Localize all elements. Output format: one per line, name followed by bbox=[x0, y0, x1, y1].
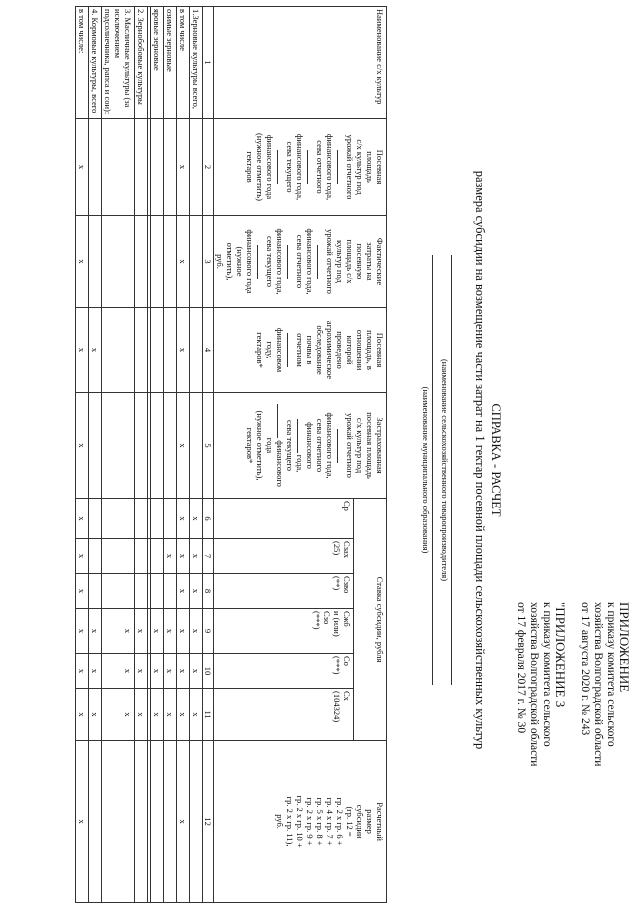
header-rate-cx: Сх (104324) bbox=[214, 689, 354, 741]
input-cell[interactable] bbox=[148, 499, 151, 539]
excluded-cell: x bbox=[177, 539, 190, 574]
excluded-cell: x bbox=[164, 609, 177, 654]
excluded-cell: x bbox=[102, 689, 135, 741]
excluded-cell: x bbox=[76, 393, 89, 499]
input-cell[interactable] bbox=[148, 654, 151, 689]
input-cell[interactable] bbox=[135, 119, 148, 216]
excluded-cell: x bbox=[177, 609, 190, 654]
excluded-cell: x bbox=[151, 654, 164, 689]
subsidy-table bbox=[75, 6, 387, 903]
input-cell[interactable] bbox=[89, 539, 102, 574]
crop-name-cell: 4. Кормовые культуры, всего bbox=[89, 7, 102, 119]
input-cell[interactable] bbox=[164, 119, 177, 216]
input-cell[interactable] bbox=[148, 741, 151, 903]
header-rate-czah: Сзах (25) bbox=[214, 539, 354, 574]
input-cell[interactable] bbox=[164, 308, 177, 393]
input-cell[interactable] bbox=[151, 119, 164, 216]
input-cell[interactable] bbox=[102, 574, 135, 609]
input-cell[interactable] bbox=[135, 308, 148, 393]
input-cell[interactable] bbox=[89, 216, 102, 308]
excluded-cell: x bbox=[76, 216, 89, 308]
header-col5: Застрахованная посевная площадь с/х культур под урожай отчетного финансового года, сева отчетного финансового года, сева текущего финансового года (нужное отметить), гектаров* bbox=[214, 393, 387, 499]
input-cell[interactable] bbox=[148, 689, 151, 741]
input-cell[interactable] bbox=[151, 216, 164, 308]
municipality-line[interactable] bbox=[432, 255, 433, 685]
input-cell[interactable] bbox=[190, 216, 203, 308]
excluded-cell: x bbox=[164, 539, 177, 574]
appendix3-title: "ПРИЛОЖЕНИЕ 3 bbox=[553, 602, 568, 708]
excluded-cell: x bbox=[135, 609, 148, 654]
header-col12: Расчетный размер субсидии (гр. 12 = гр. 2 х гр. 6 + гр. 4 х гр. 7 + гр. 5 х гр. 8 + гр. 2 х гр. 9 + гр. 2 х гр. 10 + гр. 2 х гр. 11), руб. bbox=[214, 741, 387, 903]
excluded-cell: x bbox=[190, 609, 203, 654]
excluded-cell: x bbox=[190, 539, 203, 574]
crop-name-cell bbox=[148, 7, 151, 119]
crop-name-cell: 1.Зерновые культуры всего, bbox=[190, 7, 203, 119]
input-cell[interactable] bbox=[190, 119, 203, 216]
input-cell[interactable] bbox=[190, 308, 203, 393]
excluded-cell: x bbox=[151, 609, 164, 654]
excluded-cell: x bbox=[76, 689, 89, 741]
input-cell[interactable] bbox=[89, 119, 102, 216]
input-cell[interactable] bbox=[151, 499, 164, 539]
table-row bbox=[135, 7, 148, 903]
crop-name-cell: 2. Зернобобовые культуры bbox=[135, 7, 148, 119]
input-cell[interactable] bbox=[135, 741, 148, 903]
input-cell[interactable] bbox=[135, 216, 148, 308]
header-col3: Фактические затраты на посевную площадь с/х культур под урожай отчетного финансового года, сева отчетного финансового года, сева текущего финансового года (нужное отметить), руб. bbox=[214, 216, 387, 308]
excluded-cell: x bbox=[177, 654, 190, 689]
input-cell[interactable] bbox=[151, 308, 164, 393]
municipality-caption: (наименование муниципального образования) bbox=[421, 386, 431, 554]
producer-line[interactable] bbox=[451, 255, 452, 685]
crop-name-cell: в том числе: bbox=[76, 7, 89, 119]
excluded-cell: x bbox=[102, 609, 135, 654]
input-cell[interactable] bbox=[89, 741, 102, 903]
excluded-cell: x bbox=[76, 119, 89, 216]
input-cell[interactable] bbox=[148, 574, 151, 609]
excluded-cell: x bbox=[164, 654, 177, 689]
excluded-cell: x bbox=[89, 689, 102, 741]
header-col2: Посевная площадь с/х культур под урожай отчетного финансового года, сева отчетного финансового года, сева текущего финансового года (нужное отметить) гектаров bbox=[214, 119, 387, 216]
table-body bbox=[76, 7, 203, 903]
table-row bbox=[151, 7, 164, 903]
header-col4: Посевная площадь, в отношении которой проведено агрохимическое обследование почвы в отчетном финансовом году, гектаров* bbox=[214, 308, 387, 393]
table-row bbox=[102, 7, 135, 903]
input-cell[interactable] bbox=[135, 574, 148, 609]
excluded-cell: x bbox=[135, 654, 148, 689]
excluded-cell: x bbox=[102, 654, 135, 689]
input-cell[interactable] bbox=[151, 539, 164, 574]
header-crop-name: Наименование с/х культур bbox=[214, 7, 387, 119]
input-cell[interactable] bbox=[148, 308, 151, 393]
excluded-cell: x bbox=[76, 539, 89, 574]
table-row bbox=[76, 7, 89, 903]
appendix-title: ПРИЛОЖЕНИЕ bbox=[617, 602, 632, 693]
input-cell[interactable] bbox=[135, 539, 148, 574]
input-cell[interactable] bbox=[164, 393, 177, 499]
excluded-cell: x bbox=[89, 654, 102, 689]
excluded-cell: x bbox=[164, 689, 177, 741]
table-row bbox=[164, 7, 177, 903]
excluded-cell: x bbox=[177, 741, 190, 903]
header-rate-czvo: Сзво (**) bbox=[214, 574, 354, 609]
appendix-line: к приказу комитета сельского bbox=[605, 602, 617, 747]
table-row bbox=[148, 7, 151, 903]
excluded-cell: x bbox=[177, 689, 190, 741]
header-rate-cp: Ср bbox=[214, 499, 354, 539]
input-cell[interactable] bbox=[164, 741, 177, 903]
excluded-cell: x bbox=[177, 499, 190, 539]
excluded-cell: x bbox=[177, 393, 190, 499]
input-cell[interactable] bbox=[102, 216, 135, 308]
input-cell[interactable] bbox=[102, 539, 135, 574]
document-subtitle: размера субсидии на возмещение части затрат на 1 гектар посевной площади сельскохозяйственных культур bbox=[473, 170, 487, 750]
appendix3-line: хозяйства Волгоградской области bbox=[528, 602, 540, 767]
input-cell[interactable] bbox=[102, 119, 135, 216]
excluded-cell: x bbox=[190, 689, 203, 741]
input-cell[interactable] bbox=[89, 499, 102, 539]
appendix-line: от 17 августа 2020 г. № 243 bbox=[579, 602, 591, 736]
crop-name-cell: в том числе bbox=[177, 7, 190, 119]
input-cell[interactable] bbox=[135, 499, 148, 539]
excluded-cell: x bbox=[177, 119, 190, 216]
excluded-cell: x bbox=[89, 308, 102, 393]
column-number-row: 1 2 3 4 5 6 7 8 9 10 11 12 bbox=[203, 7, 214, 903]
input-cell[interactable] bbox=[102, 741, 135, 903]
producer-caption: (наименование сельскохозяйственного товаропроизводителя) bbox=[440, 358, 450, 582]
input-cell[interactable] bbox=[102, 393, 135, 499]
table-row bbox=[89, 7, 102, 903]
input-cell[interactable] bbox=[148, 119, 151, 216]
excluded-cell: x bbox=[76, 654, 89, 689]
document-title: СПРАВКА - РАСЧЕТ bbox=[489, 403, 503, 517]
excluded-cell: x bbox=[190, 654, 203, 689]
crop-name-cell: озимые зерновые bbox=[164, 7, 177, 119]
appendix3-line: к приказу комитета сельского bbox=[541, 602, 553, 747]
excluded-cell: x bbox=[190, 499, 203, 539]
input-cell[interactable] bbox=[164, 216, 177, 308]
crop-name-cell: яровые зерновые bbox=[151, 7, 164, 119]
excluded-cell: x bbox=[76, 609, 89, 654]
excluded-cell: x bbox=[190, 574, 203, 609]
excluded-cell: x bbox=[76, 741, 89, 903]
header-rate-co: Со (***) bbox=[214, 654, 354, 689]
input-cell[interactable] bbox=[190, 741, 203, 903]
excluded-cell: x bbox=[89, 609, 102, 654]
crop-name-cell: 3. Масличные культуры (за исключением подсолнечника, рапса и сои): bbox=[102, 7, 135, 119]
input-cell[interactable] bbox=[102, 308, 135, 393]
excluded-cell: x bbox=[76, 574, 89, 609]
excluded-cell: x bbox=[177, 574, 190, 609]
input-cell[interactable] bbox=[148, 216, 151, 308]
excluded-cell: x bbox=[76, 308, 89, 393]
table-row bbox=[177, 7, 190, 903]
table-row bbox=[190, 7, 203, 903]
input-cell[interactable] bbox=[164, 499, 177, 539]
excluded-cell: x bbox=[151, 689, 164, 741]
header-rate-czhb: Сжб и (или) Сзо (***) bbox=[214, 609, 354, 654]
input-cell[interactable] bbox=[89, 393, 102, 499]
input-cell[interactable] bbox=[190, 393, 203, 499]
input-cell[interactable] bbox=[89, 574, 102, 609]
input-cell[interactable] bbox=[135, 393, 148, 499]
input-cell[interactable] bbox=[102, 499, 135, 539]
appendix3-line: от 17 февраля 2017 г. № 30 bbox=[515, 602, 527, 734]
input-cell[interactable] bbox=[151, 741, 164, 903]
input-cell[interactable] bbox=[148, 609, 151, 654]
input-cell[interactable] bbox=[148, 393, 151, 499]
input-cell[interactable] bbox=[151, 393, 164, 499]
excluded-cell: x bbox=[76, 499, 89, 539]
excluded-cell: x bbox=[135, 689, 148, 741]
input-cell[interactable] bbox=[164, 574, 177, 609]
input-cell[interactable] bbox=[151, 574, 164, 609]
input-cell[interactable] bbox=[148, 539, 151, 574]
appendix-line: хозяйства Волгоградской области bbox=[592, 602, 604, 767]
appendix-block bbox=[514, 602, 632, 892]
header-rates: Ставка субсидии, рубля bbox=[354, 499, 387, 741]
excluded-cell: x bbox=[177, 308, 190, 393]
excluded-cell: x bbox=[177, 216, 190, 308]
